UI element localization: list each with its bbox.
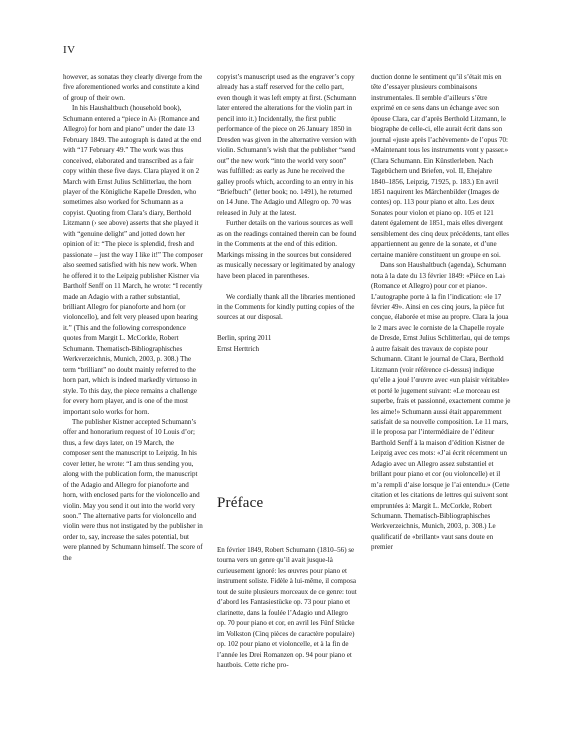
signature-block xyxy=(217,333,357,354)
english-text-column-2 xyxy=(217,72,357,354)
paragraph: In his Haushaltbuch (household book), Schumann entered a “piece in A♭ (Romance and Allegro) for horn and piano” under the date 13 February 1849. The autograph is dated at the end with “17 February 49.” The work was thus conceived, elaborated and transcribed as a fair copy within these five days. Clara played it on 2 March with Ernst Julius Schlitterlau, the horn player of the Königliche Kapelle Dresden, who sometimes also worked for Schumann as a copyist. Quoting from Clara’s diary, Berthold Litzmann (› see above) asserts that she played it with “genuine delight” and jotted down her opinion of it: “The piece is splendid, fresh and passionate – just the way I like it!” The composer also seemed satisfied with his new work. When he offered it to the Leipzig publisher Kistner via Bartholf Senff on 11 March, he wrote: “I recently made an Adagio with a rather substantial, brilliant Allegro for pianoforte and horn (or violoncello), and felt very pleased upon hearing it.” (This and the following correspondence quotes from Margit L. McCorkle, Robert Schumann. Thematisch-Bibliographisches Werkverzeichnis, Munich, 2003, p. 308.) The term “brilliant” no doubt mainly referred to the horn part, which is indeed markedly virtuoso in style. To this day, the piece remains a challenge for every horn player, and is one of the most important solo works for horn. xyxy=(63,104,203,416)
paragraph: The publisher Kistner accepted Schumann’s offer and honorarium request of 10 Louis d’or; thus, a few days later, on 19 March, the composer sent the manuscript to Leipzig. In his cover letter, he wrote: “I am thus sending you, along with the publication form, the manuscript of the Adagio and Allegro for pianoforte and horn, with enclosed parts for the violoncello and violin. May you send it out into the world very soon.” The alternative parts for violoncello and violin were thus not instigated by the publisher in order to, say, increase the sales potential, but were planned by Schumann himself. The score of the xyxy=(63,417,203,562)
signature-author: Ernst Herttrich xyxy=(217,344,260,353)
paragraph: however, as sonatas they clearly diverge from the five aforementioned works and constitute a kind of group of their own. xyxy=(63,73,203,102)
paragraph: En février 1849, Robert Schumann (1810–56) se tourna vers un genre qu’il avait jusque-là curieusement ignoré: les œuvres pour piano et instrument soliste. Fidèle à lui-même, il composa tout de suite plusieurs morceaux de ce genre: tout d’abord les Fantasiestücke op. 73 pour piano et clarinette, dans la foulée l’Adagio und Allegro op. 70 pour piano et cor, en avril les Fünf Stücke im Volkston (Cinq pièces de caractère populaire) op. 102 pour piano et violoncelle, et à la fin de l’année les Drei Romanzen op. 94 pour piano et hautbois. Cette riche pro- xyxy=(217,546,357,669)
paragraph: Further details on the various sources as well as on the readings contained therein can be found in the Comments at the end of this edition. Markings missing in the sources but considered as musically necessary or legitimated by analogy have been placed in parentheses. xyxy=(217,219,357,280)
paragraph: We cordially thank all the libraries mentioned in the Comments for kindly putting copies of the sources at our disposal. xyxy=(217,292,355,322)
preface-heading: Préface xyxy=(217,495,264,511)
paragraph: duction donne le sentiment qu’il s’était mis en tête d’essayer plusieurs combinaisons instrumentales. Il semble d’ailleurs s’être exprimé en ce sens dans un échange avec son épouse Clara, car d’après Berthold Litzmann, le biographe de celle-ci, elle aurait écrit dans son journal «juste après l’achèvement» de l’opus 70: «Maintenant tous les instruments vont y passer.» (Clara Schumann. Ein Künstlerleben. Nach Tagebüchern und Briefen, vol. II, Ehejahre 1840–1856, Leipzig, 71925, p. 183.) En avril 1851 naquirent les Märchenbilder (Images de contes) op. 113 pour piano et alto. Les deux Sonates pour violon et piano op. 105 et 121 datent également de 1851, mais elles divergent sensiblement des cinq deux précédents, tant elles appartiennent au genre de la sonate, et d’une certaine manière constituent un groupe en soi. xyxy=(371,73,509,259)
french-text-column-2 xyxy=(217,545,357,670)
french-text-column-3 xyxy=(371,72,511,553)
paragraph: copyist’s manuscript used as the engraver’s copy already has a staff reserved for the cello part, even though it was left empty at first. (Schumann later entered the alterations for the violin part in pencil into it.) Incidentally, the first public performance of the piece on 26 January 1850 in Dresden was given in the alternative version with violin. Schumann’s wish that the publisher “send out” the new work “into the world very soon” was fulfilled: as early as June he received the galley proofs which, according to an entry in his “Briefbuch” (letter book; no. 1491), he returned on 14 June. The Adagio und Allegro op. 70 was released in July at the latest. xyxy=(217,73,357,217)
paragraph: Dans son Haushaltbuch (agenda), Schumann nota à la date du 13 février 1849: «Pièce en La♭ (Romance et Allegro) pour cor et piano». L’autographe porte à la fin l’indication: «le 17 février 49». Ainsi en ces cinq jours, la pièce fut conçue, élaborée et mise au propre. Clara la joua le 2 mars avec le corniste de la Chapelle royale de Dresde, Ernst Julius Schlitterlau, qui de temps à autre faisait des travaux de copiste pour Schumann. Citant le journal de Clara, Berthold Litzmann (voir référence ci-dessus) indique qu’elle a joué l’œuvre avec «un plaisir véritable» et porté le jugement suivant: «Le morceau est superbe, frais et passionné, exactement comme je les aime!» Schumann aussi était apparemment satisfait de sa nouvelle composition. Le 11 mars, il le proposa par l’intermédiaire de l’éditeur Barthold Senff à la maison d’édition Kistner de Leipzig avec ces mots: «J’ai écrit récemment un Adagio avec un Allegro assez substantiel et brillant pour piano et cor (ou violoncelle) et il m’a rempli d’aise lorsque je l’ai entendu.» (Cette citation et les citations de lettres qui suivent sont empruntées à: Margit L. McCorkle, Robert Schumann. Thematisch-Bibliographisches Werkverzeichnis, Munich, 2003, p. 308.) Le qualificatif de «brillant» vaut sans doute en premier xyxy=(371,261,511,552)
page-number: IV xyxy=(63,44,76,56)
signature-place-date: Berlin, spring 2011 xyxy=(217,334,272,343)
english-text-column-2-body xyxy=(217,72,357,323)
english-text-column-1 xyxy=(63,72,203,563)
